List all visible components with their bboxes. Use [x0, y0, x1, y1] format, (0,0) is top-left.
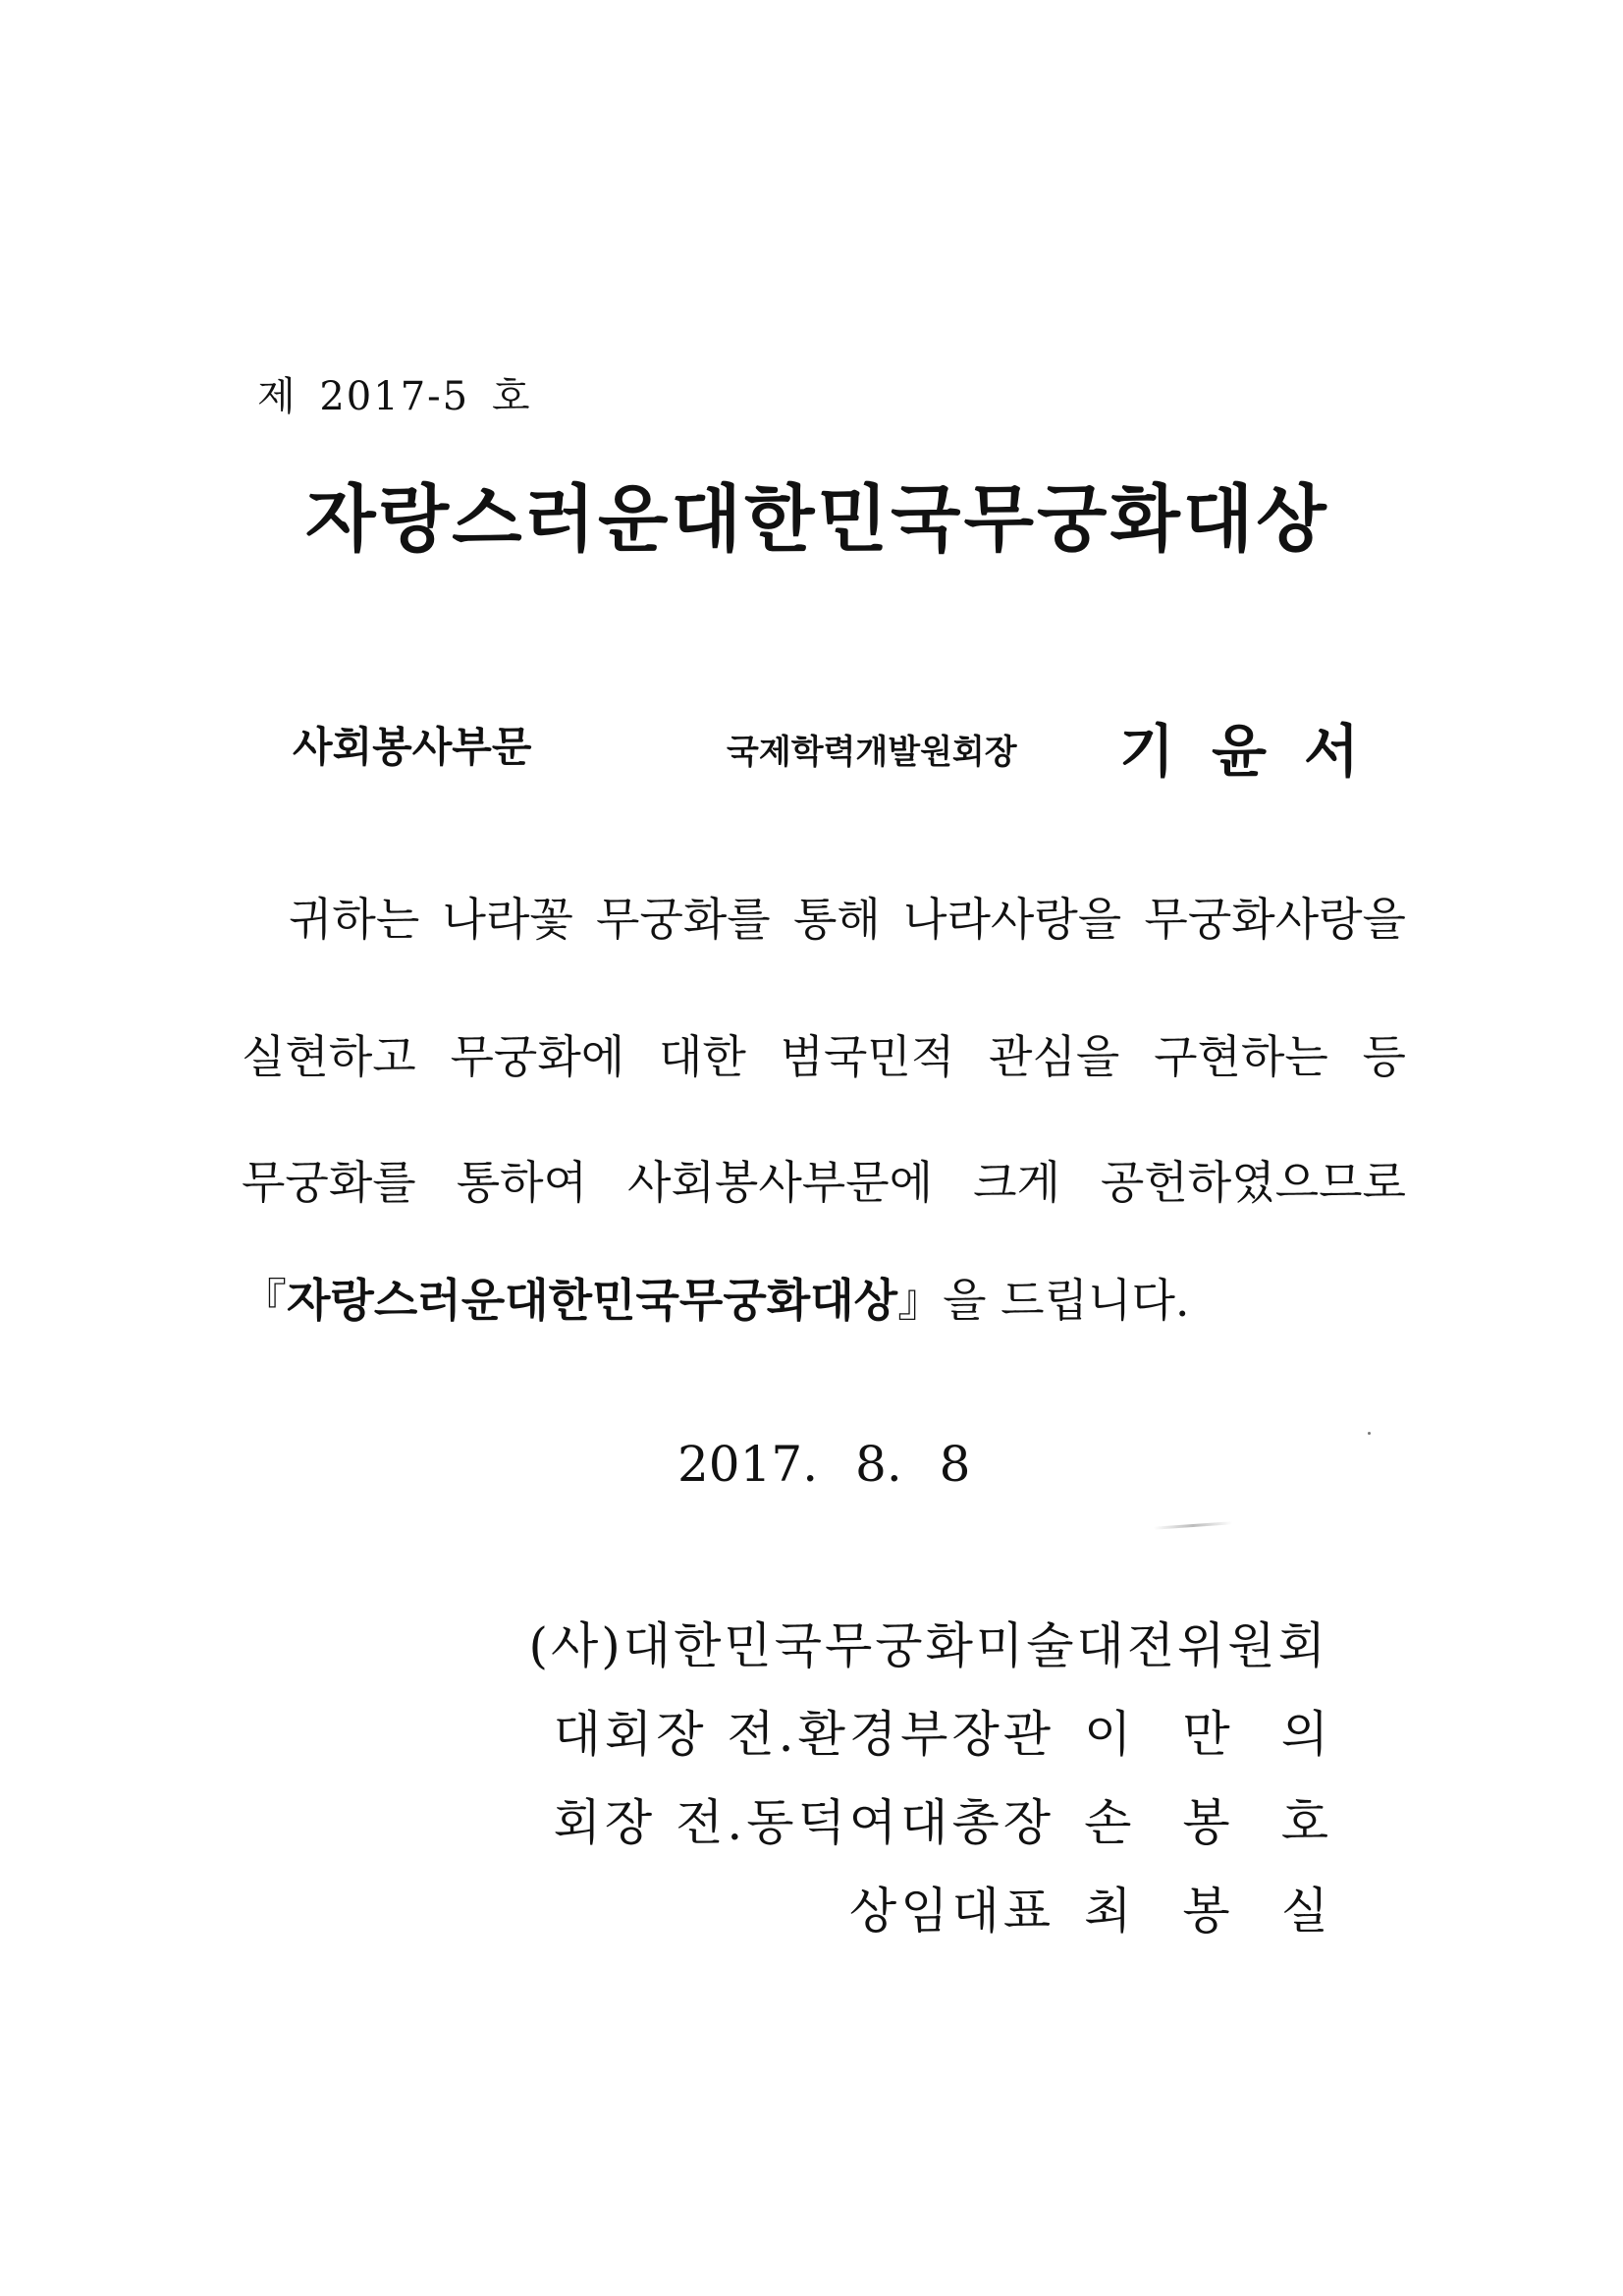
citation-line-3: 무궁화를 통하여 사회봉사부문에 크게 공헌하였으므로	[242, 1156, 1406, 1209]
citation-award-title: 자랑스러운대한민국무궁화대상	[287, 1274, 898, 1327]
signatory-name: 손봉호	[1084, 1794, 1380, 1851]
signatory-row	[848, 1872, 1380, 1942]
citation-bracket-open: 『	[242, 1274, 287, 1327]
signatory-name: 최봉실	[1084, 1883, 1380, 1940]
recipient-name: 기윤서	[1119, 718, 1397, 785]
certificate-number: 제 2017-5 호	[257, 374, 532, 419]
citation-closing: 』을 드립니다.	[897, 1274, 1190, 1327]
issue-date: 2017. 8. 8	[677, 1436, 971, 1493]
citation-line-2: 실현하고 무궁화에 대한 범국민적 관심을 구현하는 등	[242, 1030, 1406, 1083]
scan-artifact	[1368, 1432, 1371, 1435]
award-category: 사회봉사부문	[293, 723, 532, 771]
issuer-organization: (사)대한민국무궁화미술대전위원회	[528, 1617, 1328, 1674]
citation-line-1: 귀하는 나라꽃 무궁화를 통해 나라사랑을 무궁화사랑을	[289, 893, 1406, 946]
signatory-role: 대회장 전.환경부장관	[553, 1706, 1055, 1763]
citation-line-4	[242, 1265, 1406, 1330]
signatory-role: 상임대표	[848, 1883, 1055, 1940]
signatory-row	[553, 1783, 1380, 1854]
award-title: 자랑스러운대한민국무궁화대상	[305, 477, 1329, 562]
signatory-role: 회장 전.동덕여대총장	[553, 1794, 1055, 1851]
signatory-row	[553, 1695, 1380, 1766]
scan-artifact	[1154, 1521, 1232, 1530]
signatory-name: 이만의	[1084, 1706, 1380, 1763]
recipient-position: 국제학력개발원회장	[727, 733, 1017, 772]
